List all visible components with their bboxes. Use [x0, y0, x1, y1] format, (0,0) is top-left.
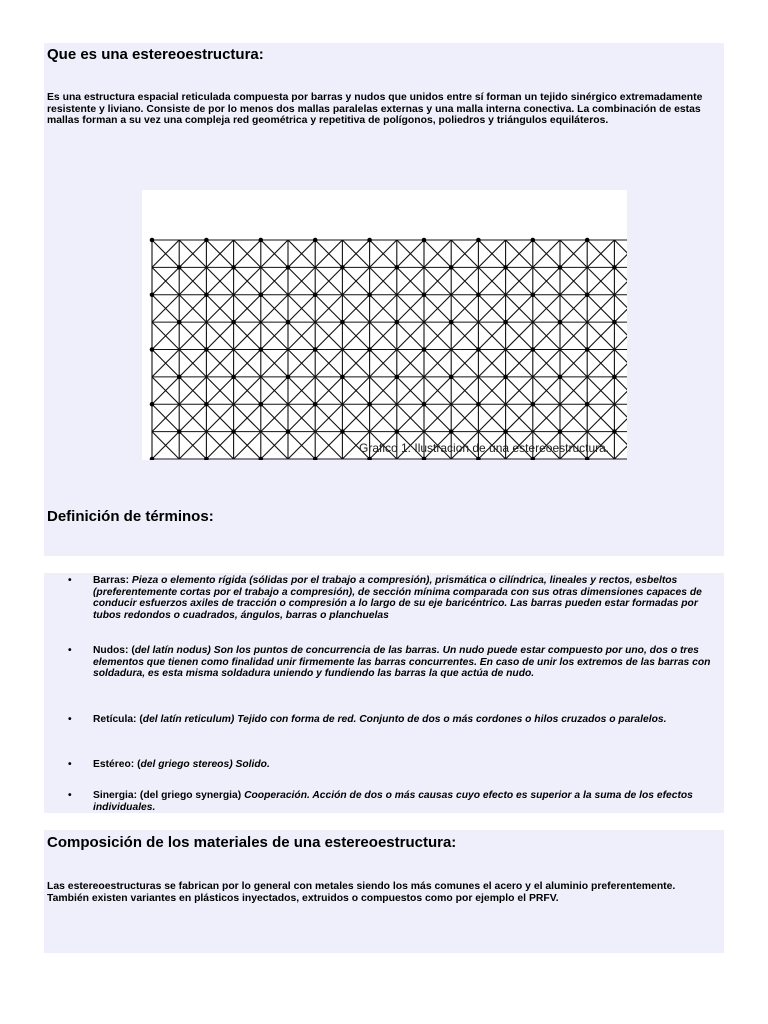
bullet-icon: •	[68, 759, 72, 770]
bullet-icon: •	[68, 575, 72, 586]
grid-node	[422, 292, 427, 297]
grid-node	[612, 320, 617, 325]
section-materials	[44, 830, 724, 953]
grid-bar-diagonal	[614, 322, 627, 349]
grid-node	[204, 238, 209, 243]
bullet-icon: •	[68, 790, 72, 801]
grid-node	[286, 429, 291, 434]
grid-node	[313, 292, 318, 297]
grid-node	[150, 402, 155, 407]
grid-node	[585, 347, 590, 352]
grid-node	[476, 347, 481, 352]
grid-node	[286, 320, 291, 325]
grid-node	[150, 292, 155, 297]
grid-node	[395, 320, 400, 325]
grid-node	[313, 402, 318, 407]
term-definition: Pieza o elemento rígida (sólidas por el trabajo a compresión), prismática o cilíndrica, lineales y rectos, esbeltos (preferentemente cortas por el trabajo a compresión), de sección mínima comparada con sus otras dimensiones capaces de conducir esfuerzos axiles de tracción o compresión a lo largo de su eje baricéntrico. Las barras pueden estar formadas por tubos redondos o cuadrados, ángulos, barras o planchuelas	[93, 575, 702, 621]
grid-node	[612, 429, 617, 434]
grid-node	[340, 429, 345, 434]
grid-node	[449, 320, 454, 325]
grid-node	[503, 320, 508, 325]
grid-node	[286, 265, 291, 270]
term-definition: Cooperación. Acción de dos o más causas cuyo efecto es superior a la suma de los efectos individuales.	[93, 790, 693, 813]
bullet-icon: •	[68, 645, 72, 656]
grid-node	[503, 429, 508, 434]
grid-node	[395, 265, 400, 270]
grid-node	[395, 375, 400, 380]
grid-node	[367, 292, 372, 297]
bullet-icon: •	[68, 714, 72, 725]
section-title-definitions: Definición de términos:	[47, 508, 214, 525]
grid-node	[204, 402, 209, 407]
grid-node	[531, 347, 536, 352]
space-frame-grid-illustration	[142, 190, 627, 460]
grid-node	[340, 320, 345, 325]
grid-node	[259, 292, 264, 297]
grid-node	[231, 265, 236, 270]
grid-bar-diagonal	[614, 432, 627, 459]
materials-paragraph: Las estereoestructuras se fabrican por lo general con metales siendo los más comunes el acero y el aluminio preferentemente. También existen variantes en plásticos inyectados, extruidos o compuestos como por ejemplo el PRFV.	[47, 881, 676, 904]
grid-bar-diagonal	[614, 267, 627, 294]
grid-node	[204, 347, 209, 352]
grid-node	[503, 265, 508, 270]
figure-caption: Grafico 1. Ilustracion de una estereoestructura.	[359, 441, 610, 455]
grid-node	[150, 238, 155, 243]
grid-node	[558, 265, 563, 270]
grid-node	[395, 429, 400, 434]
grid-node	[259, 238, 264, 243]
grid-node	[531, 402, 536, 407]
grid-node	[177, 265, 182, 270]
grid-node	[367, 347, 372, 352]
grid-node	[503, 375, 508, 380]
term-origin: del latín nodus	[134, 645, 208, 656]
section-title-intro: Que es una estereoestructura:	[47, 46, 264, 63]
term-label: Estéreo: (	[93, 759, 141, 770]
grid-node	[177, 320, 182, 325]
grid-node	[177, 429, 182, 434]
term-definition: ) Son los puntos de concurrencia de las barras. Un nudo puede estar compuesto por uno, dos o tres elementos que tienen como finalidad unir firmemente las barras concurrentes. En caso de unir los extremos de las barras con soldadura, es esta misma soldadura uniendo y fundiendo las barras la que actúa de nudo.	[93, 645, 711, 680]
grid-node	[422, 238, 427, 243]
grid-node	[612, 375, 617, 380]
grid-node	[422, 402, 427, 407]
space-frame-figure	[142, 190, 627, 460]
grid-node	[449, 375, 454, 380]
term-origin: del latín reticulum	[142, 714, 231, 725]
grid-bar-diagonal	[614, 295, 627, 322]
grid-node	[286, 375, 291, 380]
grid-node	[231, 375, 236, 380]
grid-node	[476, 402, 481, 407]
term-label: Sinergia: (del griego synergia)	[93, 790, 245, 801]
grid-bar-diagonal	[614, 350, 627, 377]
section-title-materials: Composición de los materiales de una estereoestructura:	[47, 834, 457, 851]
grid-node	[531, 292, 536, 297]
intro-paragraph: Es una estructura espacial reticulada compuesta por barras y nudos que unidos entre sí forman un tejido sinérgico extremadamente resistente y liviano. Consiste de por lo menos dos mallas paralelas externas y una malla interna conectiva. La combinación de estas mallas forman a su vez una compleja red geométrica y repetitiva de polígonos, poliedros y triángulos equiláteros.	[47, 92, 703, 126]
grid-node	[558, 429, 563, 434]
grid-node	[231, 429, 236, 434]
grid-node	[612, 265, 617, 270]
grid-node	[259, 347, 264, 352]
term-label: Nudos: (	[93, 645, 135, 656]
grid-node	[367, 402, 372, 407]
definitions-list-panel	[44, 573, 724, 813]
grid-node	[449, 429, 454, 434]
grid-bar-diagonal	[614, 404, 627, 431]
grid-node	[585, 238, 590, 243]
term-label: Barras:	[93, 575, 132, 586]
grid-node	[422, 347, 427, 352]
grid-node	[531, 238, 536, 243]
term-definition: ) Solido.	[229, 759, 270, 770]
grid-node	[313, 238, 318, 243]
grid-node	[204, 292, 209, 297]
grid-node	[367, 238, 372, 243]
grid-node	[585, 402, 590, 407]
grid-node	[340, 375, 345, 380]
grid-node	[558, 320, 563, 325]
term-label: Retícula: (	[93, 714, 143, 725]
grid-node	[558, 375, 563, 380]
grid-node	[259, 402, 264, 407]
grid-node	[476, 292, 481, 297]
grid-node	[476, 238, 481, 243]
grid-bar-diagonal	[614, 377, 627, 404]
section-intro	[44, 43, 724, 556]
grid-bar-diagonal	[614, 240, 627, 267]
grid-node	[231, 320, 236, 325]
grid-node	[585, 292, 590, 297]
grid-node	[313, 347, 318, 352]
term-origin: del griego stereos	[140, 759, 230, 770]
grid-node	[150, 347, 155, 352]
grid-node	[340, 265, 345, 270]
term-definition: ) Tejido con forma de red. Conjunto de dos o más cordones o hilos cruzados o paralelos.	[230, 714, 667, 725]
grid-node	[177, 375, 182, 380]
grid-node	[449, 265, 454, 270]
